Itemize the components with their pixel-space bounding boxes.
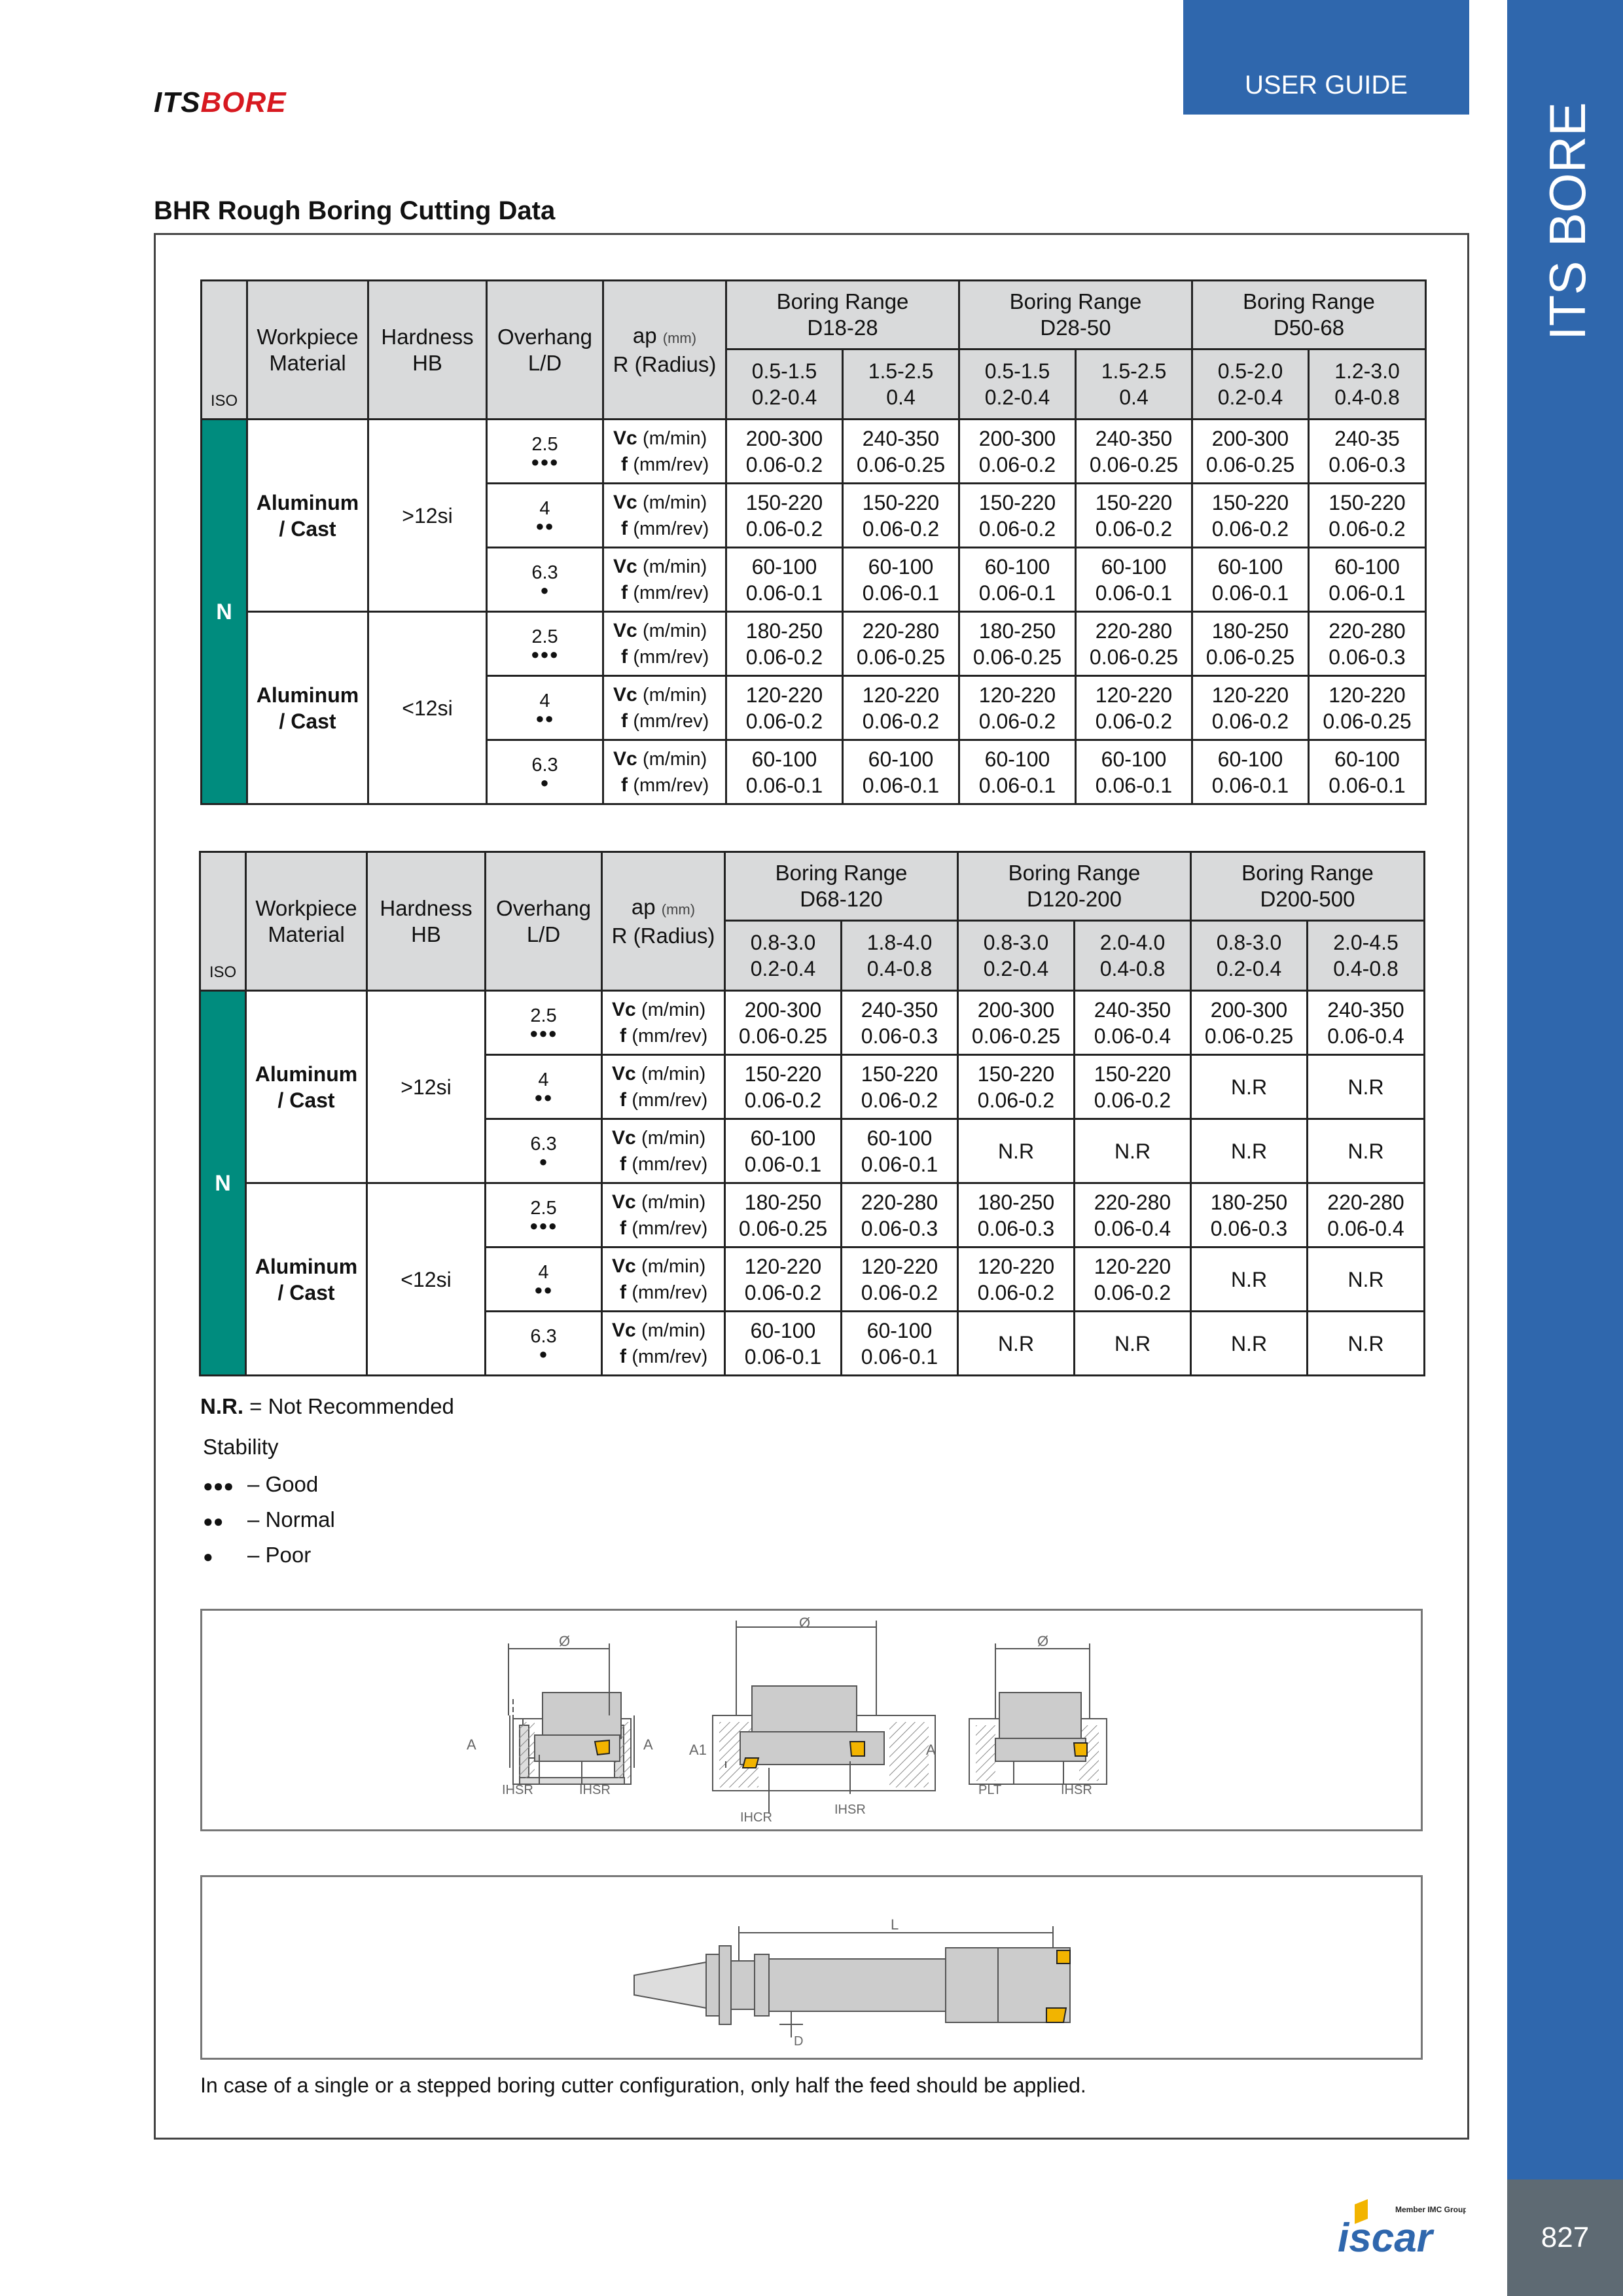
hardness-header: Hardness HB bbox=[367, 852, 486, 991]
boring-configurations-diagram bbox=[200, 1609, 1423, 1831]
config-plt bbox=[969, 1643, 1107, 1784]
value-cell: 180-250 0.06-0.25 bbox=[725, 1183, 842, 1247]
stability-normal: ●● – Normal bbox=[203, 1507, 335, 1532]
overhang-cell: 2.5 ●●● bbox=[487, 420, 603, 484]
user-guide-tab: USER GUIDE bbox=[1183, 0, 1469, 115]
value-cell: 220-280 0.06-0.4 bbox=[1308, 1183, 1425, 1247]
value-cell: 150-220 0.06-0.2 bbox=[842, 1055, 958, 1119]
value-cell: 120-220 0.06-0.2 bbox=[1076, 676, 1192, 740]
value-cell: N.R bbox=[1308, 1119, 1425, 1183]
a-label-1: A bbox=[467, 1736, 476, 1753]
itsbore-logo: ITSBORE bbox=[154, 86, 287, 118]
value-cell: N.R bbox=[1191, 1312, 1308, 1376]
value-cell: 60-100 0.06-0.1 bbox=[725, 1119, 842, 1183]
value-cell: 220-280 0.06-0.25 bbox=[843, 612, 959, 676]
iso-header: ISO bbox=[202, 281, 247, 420]
unit-cell: Vc (m/min) f (mm/rev) bbox=[603, 420, 726, 484]
data-row bbox=[202, 612, 1426, 676]
value-cell: 240-350 0.06-0.25 bbox=[1076, 420, 1192, 484]
ap-cell: 2.0-4.0 0.4-0.8 bbox=[1075, 921, 1191, 991]
ihsr-label-4: IHSR bbox=[1061, 1783, 1092, 1797]
overhang-cell: 2.5 ●●● bbox=[487, 612, 603, 676]
unit-cell: Vc (m/min) f (mm/rev) bbox=[602, 1055, 725, 1119]
unit-cell: Vc (m/min) f (mm/rev) bbox=[603, 484, 726, 548]
a-label-2: A bbox=[643, 1736, 653, 1753]
value-cell: 60-100 0.06-0.1 bbox=[959, 740, 1076, 804]
overhang-cell: 6.3 ● bbox=[487, 740, 603, 804]
value-cell: 120-220 0.06-0.2 bbox=[842, 1247, 958, 1312]
unit-cell: Vc (m/min) f (mm/rev) bbox=[602, 1183, 725, 1247]
data-row bbox=[202, 420, 1426, 484]
value-cell: 120-220 0.06-0.2 bbox=[725, 1247, 842, 1312]
value-cell: 60-100 0.06-0.1 bbox=[1192, 548, 1309, 612]
data-row bbox=[200, 1183, 1425, 1247]
config-single bbox=[508, 1643, 634, 1784]
unit-cell: Vc (m/min) f (mm/rev) bbox=[603, 740, 726, 804]
value-cell: 60-100 0.06-0.1 bbox=[959, 548, 1076, 612]
table1-body bbox=[202, 420, 1426, 804]
plt-label: PLT bbox=[978, 1783, 1002, 1797]
value-cell: 60-100 0.06-0.1 bbox=[726, 548, 843, 612]
tool-assembly-diagram bbox=[200, 1875, 1423, 2060]
stability-good: ●●● – Good bbox=[203, 1472, 319, 1496]
ihsr-label-2: IHSR bbox=[579, 1783, 611, 1797]
unit-cell: Vc (m/min) f (mm/rev) bbox=[602, 991, 725, 1055]
iso-group-cell: N bbox=[200, 991, 246, 1376]
value-cell: 150-220 0.06-0.2 bbox=[726, 484, 843, 548]
overhang-cell: 4 ●● bbox=[486, 1055, 602, 1119]
value-cell: 240-350 0.06-0.25 bbox=[843, 420, 959, 484]
value-cell: 240-350 0.06-0.3 bbox=[842, 991, 958, 1055]
value-cell: 200-300 0.06-0.2 bbox=[959, 420, 1076, 484]
value-cell: 120-220 0.06-0.2 bbox=[958, 1247, 1075, 1312]
value-cell: 200-300 0.06-0.25 bbox=[1191, 991, 1308, 1055]
unit-cell: Vc (m/min) f (mm/rev) bbox=[603, 612, 726, 676]
boring-range-header: Boring Range D50-68 bbox=[1192, 281, 1426, 350]
value-cell: 150-220 0.06-0.2 bbox=[1076, 484, 1192, 548]
value-cell: 220-280 0.06-0.3 bbox=[1309, 612, 1426, 676]
ap-cell: 0.8-3.0 0.2-0.4 bbox=[725, 921, 842, 991]
stability-title: Stability bbox=[203, 1435, 279, 1459]
unit-cell: Vc (m/min) f (mm/rev) bbox=[603, 548, 726, 612]
workpiece-header: Workpiece Material bbox=[247, 281, 368, 420]
hardness-cell: >12si bbox=[367, 991, 486, 1183]
tool-assembly bbox=[634, 1946, 1070, 2024]
value-cell: 120-220 0.06-0.2 bbox=[843, 676, 959, 740]
hardness-cell: <12si bbox=[368, 612, 487, 804]
material-cell: Aluminum / Cast bbox=[246, 1183, 367, 1376]
stability-poor: ● – Poor bbox=[203, 1543, 312, 1567]
value-cell: 240-35 0.06-0.3 bbox=[1309, 420, 1426, 484]
diameter-label-2: Ø bbox=[799, 1615, 811, 1631]
overhang-cell: 4 ●● bbox=[487, 676, 603, 740]
value-cell: 150-220 0.06-0.2 bbox=[725, 1055, 842, 1119]
value-cell: 150-220 0.06-0.2 bbox=[1075, 1055, 1191, 1119]
ap-cell: 0.8-3.0 0.2-0.4 bbox=[958, 921, 1075, 991]
value-cell: 180-250 0.06-0.25 bbox=[1192, 612, 1309, 676]
brand-member-text: Member IMC Group bbox=[1395, 2205, 1466, 2214]
value-cell: 60-100 0.06-0.1 bbox=[1309, 740, 1426, 804]
ap-cell: 2.0-4.5 0.4-0.8 bbox=[1308, 921, 1425, 991]
ap-cell: 0.5-2.0 0.2-0.4 bbox=[1192, 350, 1309, 420]
iso-header: ISO bbox=[200, 852, 246, 991]
value-cell: 60-100 0.06-0.1 bbox=[1309, 548, 1426, 612]
ap-header: ap (mm) R (Radius) bbox=[603, 281, 726, 420]
overhang-header: Overhang L/D bbox=[487, 281, 603, 420]
value-cell: 120-220 0.06-0.2 bbox=[726, 676, 843, 740]
nr-note: N.R. = Not Recommended bbox=[200, 1394, 454, 1418]
iso-group-cell: N bbox=[202, 420, 247, 804]
value-cell: 60-100 0.06-0.1 bbox=[843, 740, 959, 804]
overhang-cell: 2.5 ●●● bbox=[486, 1183, 602, 1247]
value-cell: 220-280 0.06-0.3 bbox=[842, 1183, 958, 1247]
unit-cell: Vc (m/min) f (mm/rev) bbox=[603, 676, 726, 740]
ap-cell: 1.5-2.5 0.4 bbox=[843, 350, 959, 420]
stability-legend bbox=[203, 1467, 335, 1573]
value-cell: N.R bbox=[958, 1312, 1075, 1376]
iscar-logo bbox=[1335, 2199, 1466, 2258]
ap-header: ap (mm) R (Radius) bbox=[602, 852, 725, 991]
value-cell: 60-100 0.06-0.1 bbox=[1076, 548, 1192, 612]
value-cell: 180-250 0.06-0.2 bbox=[726, 612, 843, 676]
overhang-header: Overhang L/D bbox=[486, 852, 602, 991]
value-cell: 150-220 0.06-0.2 bbox=[958, 1055, 1075, 1119]
material-cell: Aluminum / Cast bbox=[247, 420, 368, 612]
value-cell: N.R bbox=[1308, 1312, 1425, 1376]
value-cell: 150-220 0.06-0.2 bbox=[1192, 484, 1309, 548]
value-cell: 60-100 0.06-0.1 bbox=[843, 548, 959, 612]
ap-cell: 0.8-3.0 0.2-0.4 bbox=[1191, 921, 1308, 991]
value-cell: 180-250 0.06-0.3 bbox=[958, 1183, 1075, 1247]
value-cell: 60-100 0.06-0.1 bbox=[842, 1119, 958, 1183]
unit-cell: Vc (m/min) f (mm/rev) bbox=[602, 1312, 725, 1376]
boring-range-header: Boring Range D200-500 bbox=[1191, 852, 1425, 921]
a1-label: A1 bbox=[689, 1742, 707, 1758]
value-cell: N.R bbox=[1191, 1119, 1308, 1183]
value-cell: N.R bbox=[1308, 1247, 1425, 1312]
value-cell: 150-220 0.06-0.2 bbox=[1309, 484, 1426, 548]
page-number: 827 bbox=[1507, 2179, 1623, 2296]
ihcr-label: IHCR bbox=[740, 1810, 772, 1825]
value-cell: 200-300 0.06-0.2 bbox=[726, 420, 843, 484]
boring-range-header: Boring Range D120-200 bbox=[958, 852, 1191, 921]
value-cell: 60-100 0.06-0.1 bbox=[725, 1312, 842, 1376]
boring-range-header: Boring Range D68-120 bbox=[725, 852, 958, 921]
material-cell: Aluminum / Cast bbox=[246, 991, 367, 1183]
value-cell: 120-220 0.06-0.25 bbox=[1309, 676, 1426, 740]
data-row bbox=[200, 991, 1425, 1055]
diameter-label-1: Ø bbox=[559, 1633, 571, 1649]
value-cell: 220-280 0.06-0.25 bbox=[1076, 612, 1192, 676]
boring-range-header: Boring Range D18-28 bbox=[726, 281, 959, 350]
value-cell: 150-220 0.06-0.2 bbox=[843, 484, 959, 548]
overhang-cell: 2.5 ●●● bbox=[486, 991, 602, 1055]
material-cell: Aluminum / Cast bbox=[247, 612, 368, 804]
hardness-cell: >12si bbox=[368, 420, 487, 612]
value-cell: 60-100 0.06-0.1 bbox=[726, 740, 843, 804]
value-cell: N.R bbox=[958, 1119, 1075, 1183]
d-label: D bbox=[794, 2034, 804, 2049]
value-cell: 60-100 0.06-0.1 bbox=[842, 1312, 958, 1376]
a-label-3: A bbox=[926, 1742, 936, 1758]
value-cell: 180-250 0.06-0.3 bbox=[1191, 1183, 1308, 1247]
workpiece-header: Workpiece Material bbox=[246, 852, 367, 991]
value-cell: N.R bbox=[1191, 1247, 1308, 1312]
value-cell: 200-300 0.06-0.25 bbox=[725, 991, 842, 1055]
ap-cell: 1.2-3.0 0.4-0.8 bbox=[1309, 350, 1426, 420]
length-label: L bbox=[891, 1916, 899, 1933]
ap-cell: 0.5-1.5 0.2-0.4 bbox=[959, 350, 1076, 420]
overhang-cell: 6.3 ● bbox=[486, 1119, 602, 1183]
config-stepped bbox=[713, 1621, 935, 1814]
value-cell: 120-220 0.06-0.2 bbox=[1075, 1247, 1191, 1312]
value-cell: 120-220 0.06-0.2 bbox=[959, 676, 1076, 740]
value-cell: 180-250 0.06-0.25 bbox=[959, 612, 1076, 676]
ap-cell: 1.5-2.5 0.4 bbox=[1076, 350, 1192, 420]
ihsr-label-3: IHSR bbox=[834, 1803, 866, 1817]
ap-cell: 0.5-1.5 0.2-0.4 bbox=[726, 350, 843, 420]
side-title: ITS BORE bbox=[1539, 101, 1596, 340]
value-cell: 60-100 0.06-0.1 bbox=[1076, 740, 1192, 804]
hardness-header: Hardness HB bbox=[368, 281, 487, 420]
value-cell: 200-300 0.06-0.25 bbox=[1192, 420, 1309, 484]
page-title: BHR Rough Boring Cutting Data bbox=[154, 196, 556, 225]
value-cell: 240-350 0.06-0.4 bbox=[1308, 991, 1425, 1055]
value-cell: 200-300 0.06-0.25 bbox=[958, 991, 1075, 1055]
value-cell: 120-220 0.06-0.2 bbox=[1192, 676, 1309, 740]
boring-range-header: Boring Range D28-50 bbox=[959, 281, 1192, 350]
ihsr-label-1: IHSR bbox=[502, 1783, 533, 1797]
value-cell: N.R bbox=[1075, 1119, 1191, 1183]
unit-cell: Vc (m/min) f (mm/rev) bbox=[602, 1247, 725, 1312]
overhang-cell: 4 ●● bbox=[486, 1247, 602, 1312]
ap-cell: 1.8-4.0 0.4-0.8 bbox=[842, 921, 958, 991]
hardness-cell: <12si bbox=[367, 1183, 486, 1376]
value-cell: 220-280 0.06-0.4 bbox=[1075, 1183, 1191, 1247]
table2-body bbox=[200, 991, 1425, 1376]
overhang-cell: 6.3 ● bbox=[486, 1312, 602, 1376]
unit-cell: Vc (m/min) f (mm/rev) bbox=[602, 1119, 725, 1183]
overhang-cell: 4 ●● bbox=[487, 484, 603, 548]
value-cell: 150-220 0.06-0.2 bbox=[959, 484, 1076, 548]
diameter-label-3: Ø bbox=[1037, 1633, 1049, 1649]
cutting-data-table-2 bbox=[199, 851, 1425, 1376]
overhang-cell: 6.3 ● bbox=[487, 548, 603, 612]
value-cell: 60-100 0.06-0.1 bbox=[1192, 740, 1309, 804]
brand-text: iscar bbox=[1338, 2215, 1433, 2258]
value-cell: N.R bbox=[1075, 1312, 1191, 1376]
footer-note: In case of a single or a stepped boring cutter configuration, only half the feed should be applied. bbox=[200, 2073, 1086, 2097]
value-cell: N.R bbox=[1308, 1055, 1425, 1119]
cutting-data-table-1 bbox=[200, 279, 1427, 805]
value-cell: 240-350 0.06-0.4 bbox=[1075, 991, 1191, 1055]
value-cell: N.R bbox=[1191, 1055, 1308, 1119]
